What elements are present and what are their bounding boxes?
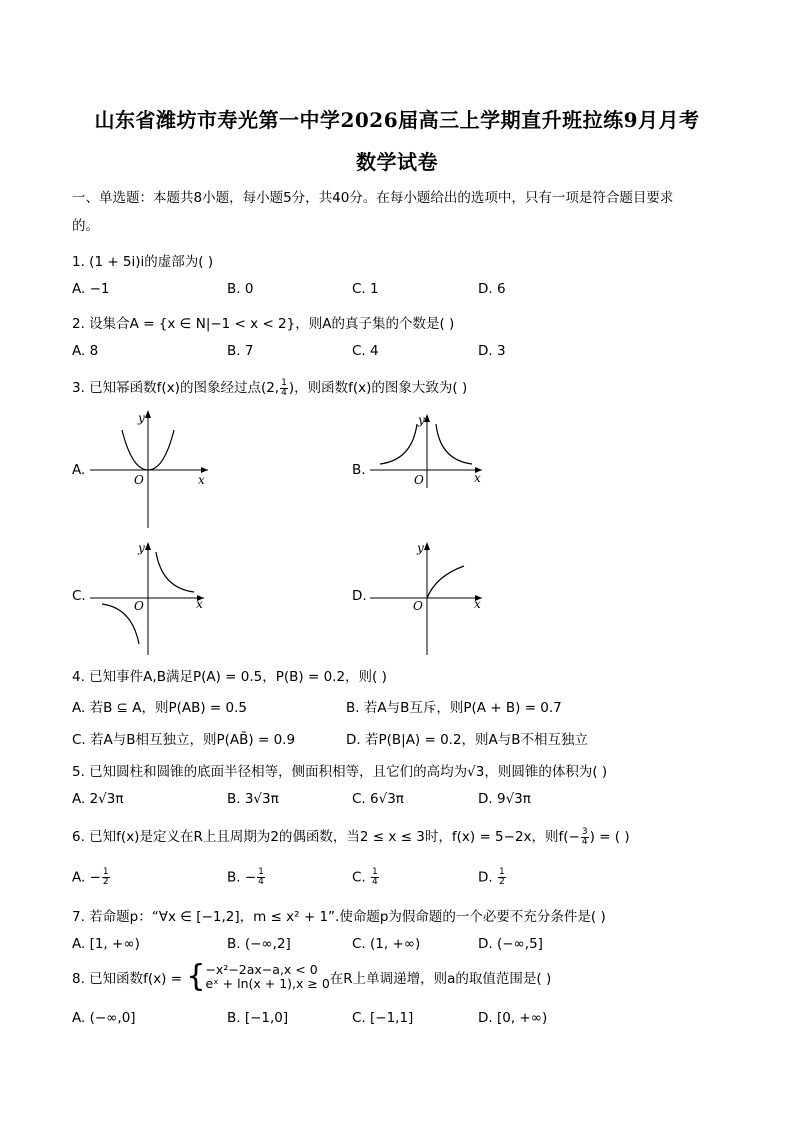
fraction-denominator: 4 <box>258 877 264 887</box>
axis-label-y: y <box>417 541 424 555</box>
question-2-option-b: B. 7 <box>227 343 254 359</box>
y-arrow-icon <box>145 542 151 550</box>
question-1-stem: 1. (1 + 5i)i的虚部为( ) <box>72 254 214 270</box>
question-8-stem <box>72 959 552 994</box>
question-2-option-a: A. 8 <box>72 343 99 359</box>
axis-label-y: y <box>138 541 145 555</box>
option-sign: − <box>89 869 101 886</box>
axis-label-y: y <box>138 411 145 425</box>
fraction-denominator: 4 <box>281 387 287 398</box>
question-4-option-b: B. 若A与B互斥，则P(A + B) = 0.7 <box>346 700 562 716</box>
question-6-fraction <box>581 828 589 847</box>
option-label: A. <box>72 869 86 886</box>
question-6-arg-open: (− <box>563 829 580 845</box>
question-1-option-d: D. 6 <box>478 281 506 297</box>
question-7-option-b: B. (−∞,2] <box>227 936 291 952</box>
question-3-point-close: ) <box>288 380 295 396</box>
origin-label: O <box>134 599 144 613</box>
option-label: C. <box>352 869 366 886</box>
fraction-numerator: 1 <box>498 867 505 877</box>
question-2-option-c: C. 4 <box>352 343 379 359</box>
piecewise-cases <box>205 963 329 991</box>
y-arrow-icon <box>145 410 151 418</box>
question-5-stem: 5. 已知圆柱和圆锥的底面半径相等，侧面积相等，且它们的高均为√3，则圆锥的体积为( ) <box>72 764 608 780</box>
question-3-fraction <box>280 379 288 398</box>
case-1: −x²−2ax−a,x < 0 <box>205 962 318 977</box>
axis-label-x: x <box>198 473 205 487</box>
question-8-stem-b: 在R上单调递增，则a的取值范围是( ) <box>329 971 552 987</box>
question-8-option-a: A. (−∞,0] <box>72 1010 136 1026</box>
option-fraction <box>257 868 265 887</box>
option-label: D. <box>478 869 493 886</box>
graph-a <box>90 408 210 528</box>
fraction-numerator: 1 <box>281 377 287 388</box>
question-5-option-d: D. 9√3π <box>478 791 531 807</box>
question-1-option-c: C. 1 <box>352 281 379 297</box>
graph-d <box>370 540 490 655</box>
exam-title-line1: 山东省潍坊市寿光第一中学2026届高三上学期直升班拉练9月月考 <box>94 108 700 132</box>
fraction-numerator: 1 <box>102 867 109 877</box>
question-6-stem <box>72 825 630 847</box>
option-fraction <box>498 868 506 887</box>
fraction-denominator: 4 <box>372 877 378 887</box>
question-4-option-d: D. 若P(B|A) = 0.2，则A与B不相互独立 <box>346 732 589 748</box>
question-3-stem <box>72 376 467 398</box>
question-5-option-c: C. 6√3π <box>352 791 404 807</box>
question-2-stem: 2. 设集合A = {x ∈ N|−1 < x < 2}，则A的真子集的个数是( ) <box>72 316 455 332</box>
graph-c-label: C. <box>72 588 86 604</box>
question-5-option-b: B. 3√3π <box>227 791 279 807</box>
origin-label: O <box>413 599 423 613</box>
fraction-numerator: 1 <box>372 867 378 877</box>
question-8-option-d: D. [0, +∞) <box>478 1010 548 1026</box>
question-1-option-b: B. 0 <box>227 281 254 297</box>
brace-icon: { <box>186 959 206 994</box>
question-7-stem: 7. 若命题p：“∀x ∈ [−1,2]，m ≤ x² + 1”.使命题p为假命题的一个必要不充分条件是( ) <box>72 909 606 925</box>
option-sign: − <box>244 869 257 886</box>
y-arrow-icon <box>424 542 430 550</box>
question-7-option-c: C. (1, +∞) <box>352 936 421 952</box>
graph-a-label: A. <box>72 462 86 478</box>
curve-left-branch <box>380 424 417 464</box>
question-4-stem: 4. 已知事件A,B满足P(A) = 0.5，P(B) = 0.2，则( ) <box>72 669 387 685</box>
section-heading-cont: 的。 <box>72 218 99 234</box>
question-1-option-a: A. −1 <box>72 281 110 297</box>
axis-label-x: x <box>196 597 203 611</box>
question-3-stem-b: ，则函数f(x)的图象大致为( ) <box>294 380 468 396</box>
question-3-point-open: (2, <box>260 380 280 396</box>
question-8-option-b: B. [−1,0] <box>227 1010 289 1026</box>
fraction-denominator: 4 <box>581 836 588 847</box>
question-8-stem-a: 8. 已知函数f(x) = <box>72 971 183 987</box>
fraction-numerator: 3 <box>581 826 588 837</box>
origin-label: O <box>414 473 424 487</box>
question-6-stem-b: = ( ) <box>599 829 630 845</box>
fraction-denominator: 2 <box>102 877 109 887</box>
option-label: B. <box>227 869 241 886</box>
axis-label-y: y <box>418 413 425 427</box>
question-4-option-a: A. 若B ⊆ A，则P(AB) = 0.5 <box>72 700 248 716</box>
y-arrow-icon <box>424 414 430 422</box>
axis-label-x: x <box>474 471 481 485</box>
question-5-option-a: A. 2√3π <box>72 791 124 807</box>
fraction-numerator: 1 <box>258 867 264 877</box>
section-heading: 一、单选题：本题共8小题，每小题5分，共40分。在每小题给出的选项中，只有一项是符合题目要求 <box>72 190 674 206</box>
question-4-option-c: C. 若A与B相互独立，则P(AB̄) = 0.9 <box>72 732 296 748</box>
graph-d-label: D. <box>352 588 367 604</box>
graph-b-label: B. <box>352 462 366 478</box>
curve-right-branch <box>156 552 194 592</box>
question-6-stem-a: 6. 已知f(x)是定义在R上且周期为2的偶函数，当2 ≤ x ≤ 3时，f(x) = 5−2x，则f <box>72 829 564 845</box>
graph-c <box>90 540 210 655</box>
question-6-option-d <box>478 868 507 887</box>
curve-right-branch <box>436 424 472 464</box>
fraction-denominator: 2 <box>498 877 505 887</box>
question-3-stem-a: 3. 已知幂函数f(x)的图象经过点 <box>72 380 261 396</box>
curve-sqrt <box>427 566 464 598</box>
question-6-option-c <box>352 868 380 887</box>
question-8-option-c: C. [−1,1] <box>352 1010 414 1026</box>
case-2: eˣ + ln(x + 1),x ≥ 0 <box>205 976 330 991</box>
option-fraction <box>371 868 379 887</box>
question-7-option-d: D. (−∞,5] <box>478 936 543 952</box>
question-2-option-d: D. 3 <box>478 343 506 359</box>
graph-b <box>370 412 490 492</box>
question-6-arg-close: ) <box>589 829 595 845</box>
option-fraction <box>102 868 110 887</box>
question-6-option-a <box>72 868 111 887</box>
origin-label: O <box>134 473 144 487</box>
question-6-option-b <box>227 868 266 887</box>
exam-title-line2: 数学试卷 <box>356 150 438 174</box>
axis-label-x: x <box>474 597 481 611</box>
question-7-option-a: A. [1, +∞) <box>72 936 140 952</box>
